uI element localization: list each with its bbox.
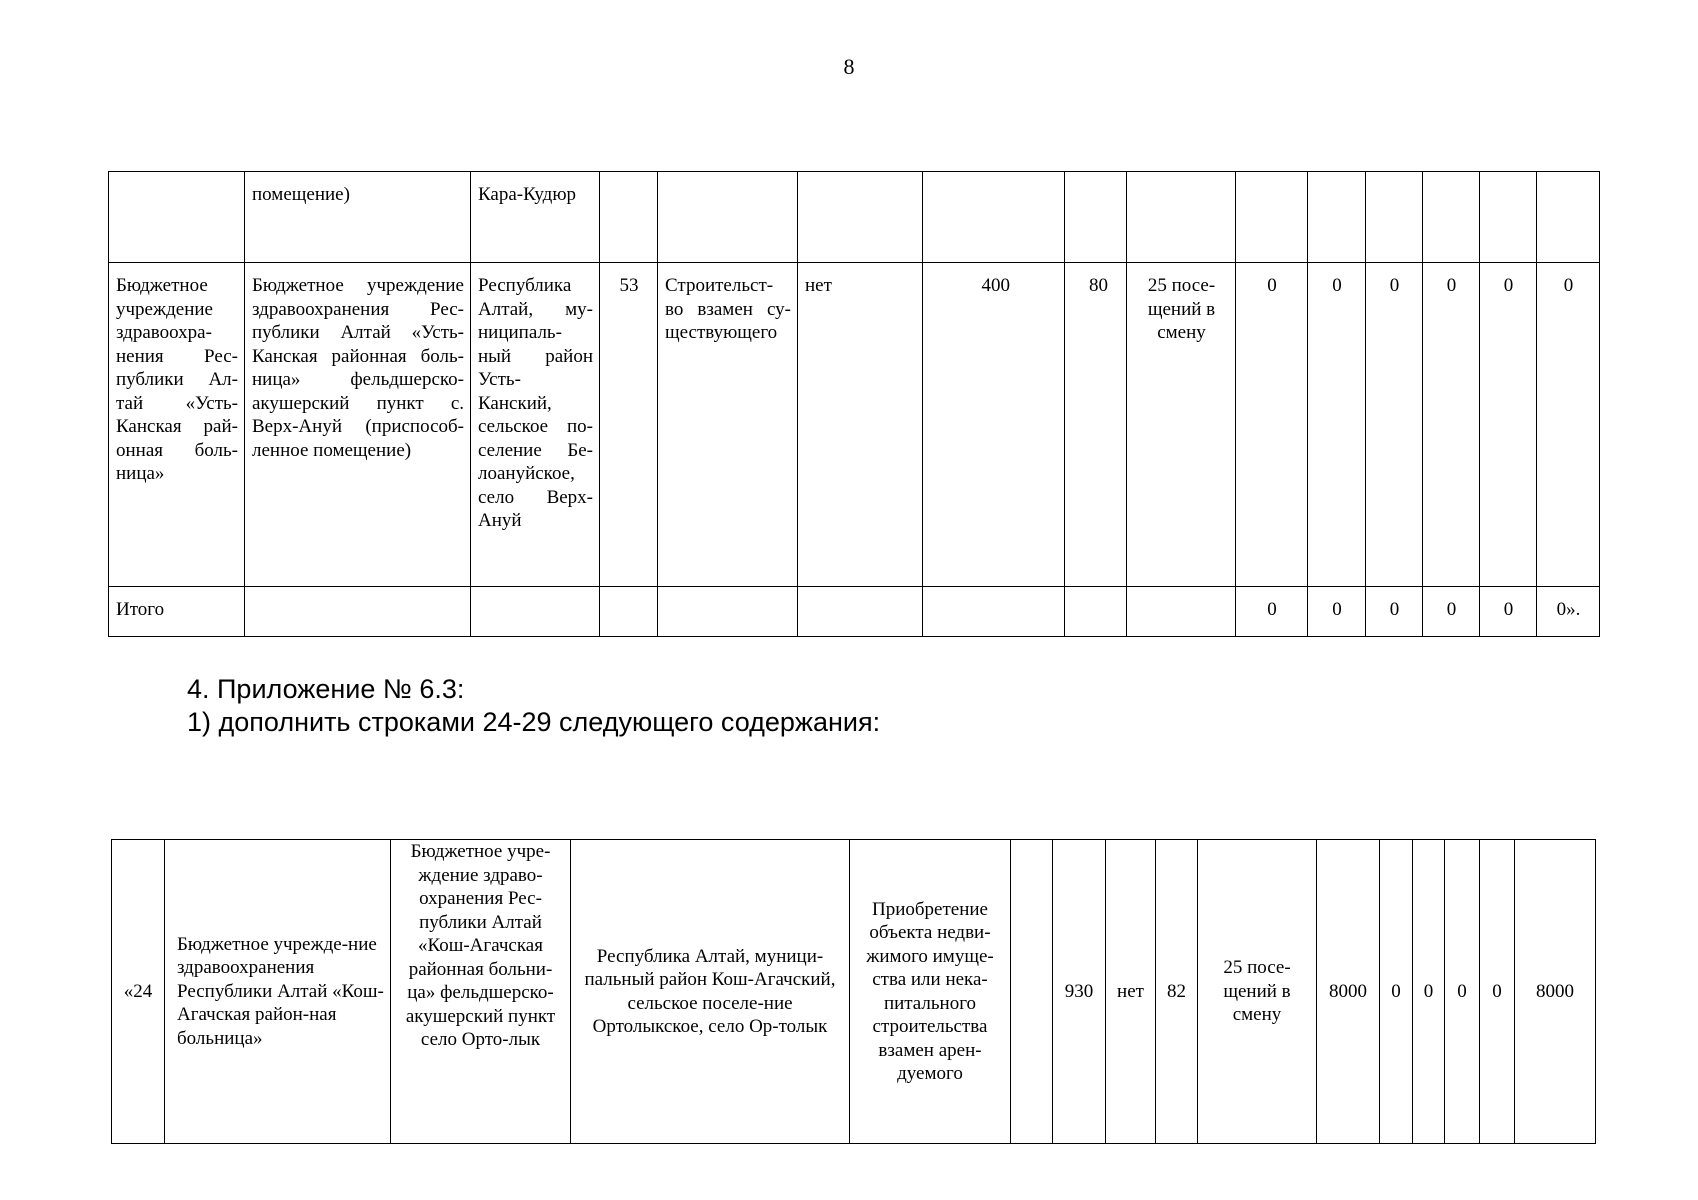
cell-empty <box>245 587 471 637</box>
cell-empty <box>1011 840 1053 1144</box>
cell-empty <box>1127 172 1236 263</box>
cell-empty <box>1366 172 1423 263</box>
cell-value: 0 <box>1423 263 1480 587</box>
cell-empty <box>1308 172 1366 263</box>
cell-capacity: 25 посе-щений в смену <box>1198 840 1317 1144</box>
cell-value: 0 <box>1480 263 1537 587</box>
cell-value: 0 <box>1236 263 1308 587</box>
cell-value: 0 <box>1236 587 1308 637</box>
cell-facility: Бюджетное учре-ждение здраво-охранения Рес-публики Алтай «Кош-Агачская районная больни-ца» фельдшерско-акушерский пункт село Орто-лык <box>391 840 571 1144</box>
cell-organization: Бюджетное учреждение здравоохра-нения Рес-публики Ал-тай «Усть-Канская рай-онная боль-ница» <box>109 263 245 587</box>
table-row <box>109 172 1600 263</box>
cell-value: 0 <box>1537 263 1600 587</box>
cell-value: 0 <box>1480 587 1537 637</box>
section-instruction: 1) дополнить строками 24-29 следующего содержания: <box>187 707 881 737</box>
cell-empty <box>923 172 1065 263</box>
cell-empty <box>923 587 1065 637</box>
cell-flag: нет <box>1106 840 1156 1144</box>
cell-empty <box>600 587 658 637</box>
cell-empty <box>600 172 658 263</box>
cell-empty <box>1537 172 1600 263</box>
cell-total-label: Итого <box>109 587 245 637</box>
cell-number: 53 <box>600 263 658 587</box>
cell-empty <box>658 587 798 637</box>
cell-value: 8000 <box>1515 840 1596 1144</box>
table-row-total <box>109 587 1600 637</box>
cell-row-number: «24 <box>112 840 165 1144</box>
cell-location: Республика Алтай, му-ниципаль-ный район Усть-Канский, сельское по-селение Бе-лоануйское, село Верх-Ануй <box>471 263 600 587</box>
cell-value: 0 <box>1308 263 1366 587</box>
cell-value: 0 <box>1366 587 1423 637</box>
cell-value: 0 <box>1480 840 1515 1144</box>
cell-empty <box>1065 172 1127 263</box>
cell-value: 8000 <box>1317 840 1380 1144</box>
cell-action: Приобретение объекта недви-жимого имуще-ства или нека-питального строительства взамен арен-дуемого <box>850 840 1011 1144</box>
cell-value: 0 <box>1423 587 1480 637</box>
cell-flag: нет <box>798 263 923 587</box>
cell-population: 80 <box>1065 263 1127 587</box>
cell-facility: Бюджетное учреждение здравоохранения Рес-публики Алтай «Усть-Канская районная боль-ница» фельдшерско-акушерский пункт с. Верх-Ануй (приспособ-ленное помещение) <box>245 263 471 587</box>
cell-location: Республика Алтай, муници-пальный район Кош-Агачский, сельское поселе-ние Ортолыкское, село Ор-толык <box>571 840 850 1144</box>
cell-facility: помещение) <box>245 172 471 263</box>
cell-action: Строительст-во взамен су-ществующего <box>658 263 798 587</box>
cell-empty <box>1236 172 1308 263</box>
cell-empty <box>798 587 923 637</box>
cell-value: 0». <box>1537 587 1600 637</box>
cell-area: 400 <box>923 263 1065 587</box>
cell-value: 0 <box>1445 840 1480 1144</box>
cell-empty <box>1480 172 1537 263</box>
table-row <box>112 840 1596 1144</box>
page-number: 8 <box>843 54 855 79</box>
section-title: 4. Приложение № 6.3: <box>187 674 465 704</box>
cell-empty <box>658 172 798 263</box>
table-row <box>109 263 1600 587</box>
cell-value: 0 <box>1413 840 1445 1144</box>
table-appendix-6-3 <box>111 839 1596 1144</box>
cell-population: 82 <box>1156 840 1198 1144</box>
table-appendix-continuation <box>108 171 1600 637</box>
cell-empty <box>471 587 600 637</box>
cell-empty <box>1127 587 1236 637</box>
cell-organization: Бюджетное учрежде-ние здравоохранения Республики Алтай «Кош-Агачская район-ная больница» <box>165 840 391 1144</box>
cell-empty <box>1423 172 1480 263</box>
cell-empty <box>798 172 923 263</box>
cell-empty <box>1065 587 1127 637</box>
cell-location: Кара-Кудюр <box>471 172 600 263</box>
cell-capacity: 25 посе-щений в смену <box>1127 263 1236 587</box>
cell-value: 0 <box>1380 840 1413 1144</box>
cell-empty <box>109 172 245 263</box>
cell-value: 0 <box>1366 263 1423 587</box>
cell-value: 0 <box>1308 587 1366 637</box>
cell-area: 930 <box>1053 840 1106 1144</box>
